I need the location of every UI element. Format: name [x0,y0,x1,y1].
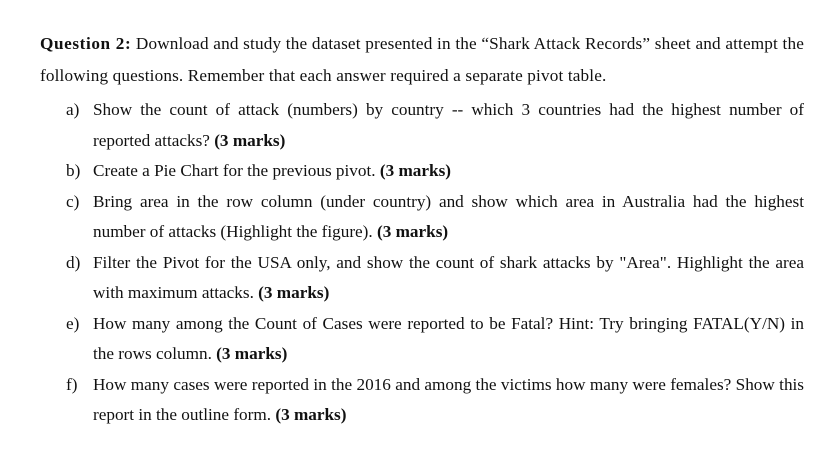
question-text: Download and study the dataset presented in the “Shark Attack Records” sheet and attempt the following questions. Remember that each answer required a separate pivot table. [40,34,804,85]
part-letter: e) [66,313,80,333]
part-marks: (3 marks) [214,130,286,150]
question-part-f [40,370,804,431]
part-marks: (3 marks) [216,344,288,363]
part-marks: (3 marks) [275,405,347,424]
part-text: Show the count of attack (numbers) by country -- which 3 countries had the highest number of reported attacks? [93,100,804,150]
part-text: Filter the Pivot for the USA only, and show the count of shark attacks by "Area". Highlight the area with maximum attacks. [93,252,804,302]
question-part-d [40,248,804,309]
document-body [40,28,804,431]
question-part-e [40,309,804,370]
part-letter: c) [66,191,80,211]
part-letter: f) [66,374,78,394]
part-marks: (3 marks) [258,283,330,302]
question-part-c [40,187,804,248]
part-marks: (3 marks) [377,222,449,241]
part-text: How many cases were reported in the 2016 and among the victims how many were females? Show this report in the outline form. [93,374,804,424]
question-part-b [40,156,804,187]
part-marks: (3 marks) [379,161,451,180]
question-part-a [40,95,804,156]
question-intro [40,28,804,92]
part-text: Bring area in the row column (under country) and show which area in Australia had the highest number of attacks (Highlight the figure). [93,191,804,241]
question-parts-list [40,95,804,431]
part-letter: a) [66,100,80,119]
part-text: Create a Pie Chart for the previous pivot. [93,161,380,180]
question-label: Question 2: [40,34,132,53]
part-letter: d) [66,252,81,272]
part-letter: b) [66,161,81,180]
part-text: How many among the Count of Cases were reported to be Fatal? Hint: Try bringing FATAL(Y/N) in the rows column. [93,313,804,363]
